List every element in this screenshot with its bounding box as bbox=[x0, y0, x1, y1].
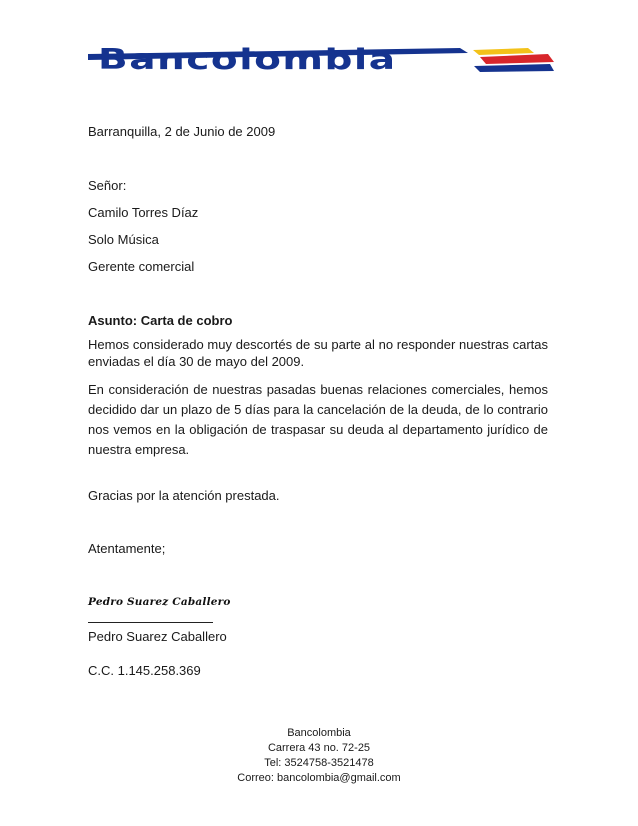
salutation: Señor: bbox=[88, 178, 127, 193]
handwritten-signature: Pedro Suarez Caballero bbox=[88, 596, 231, 608]
footer-company: Bancolombia bbox=[287, 727, 351, 739]
recipient-title: Gerente comercial bbox=[88, 259, 195, 274]
recipient-name: Camilo Torres Díaz bbox=[88, 205, 199, 220]
footer bbox=[0, 726, 638, 786]
place-date: Barranquilla, 2 de Junio de 2009 bbox=[88, 124, 276, 139]
paragraph-1: Hemos considerado muy descortés de su parte al no responder nuestras cartas enviadas el día 30 de mayo del 2009. bbox=[88, 337, 548, 369]
recipient-company: Solo Música bbox=[88, 232, 159, 247]
footer-phone: Tel: 3524758-3521478 bbox=[264, 757, 374, 769]
bancolombia-logo bbox=[88, 38, 554, 90]
signature-line bbox=[88, 622, 213, 623]
paragraph-2: En consideración de nuestras pasadas buenas relaciones comerciales, hemos decidido dar un plazo de 5 días para la cancelación de la deuda, de lo contrario nos vemos en la obligación de traspasar su deuda al departamento jurídico de nuestra empresa. bbox=[88, 382, 548, 457]
logo-blue-wing bbox=[474, 64, 554, 72]
signer-id: C.C. 1.145.258.369 bbox=[88, 663, 201, 678]
closing-line: Atentamente; bbox=[88, 541, 166, 556]
logo-yellow-stripe bbox=[473, 48, 534, 55]
thanks-line: Gracias por la atención prestada. bbox=[88, 488, 280, 503]
footer-email: Correo: bancolombia@gmail.com bbox=[237, 772, 401, 784]
footer-address: Carrera 43 no. 72-25 bbox=[267, 742, 371, 754]
subject-line: Asunto: Carta de cobro bbox=[88, 313, 233, 328]
signer-name: Pedro Suarez Caballero bbox=[88, 629, 227, 644]
logo-wordmark: Bancolombia bbox=[98, 43, 397, 77]
logo-red-stripe bbox=[480, 54, 554, 64]
